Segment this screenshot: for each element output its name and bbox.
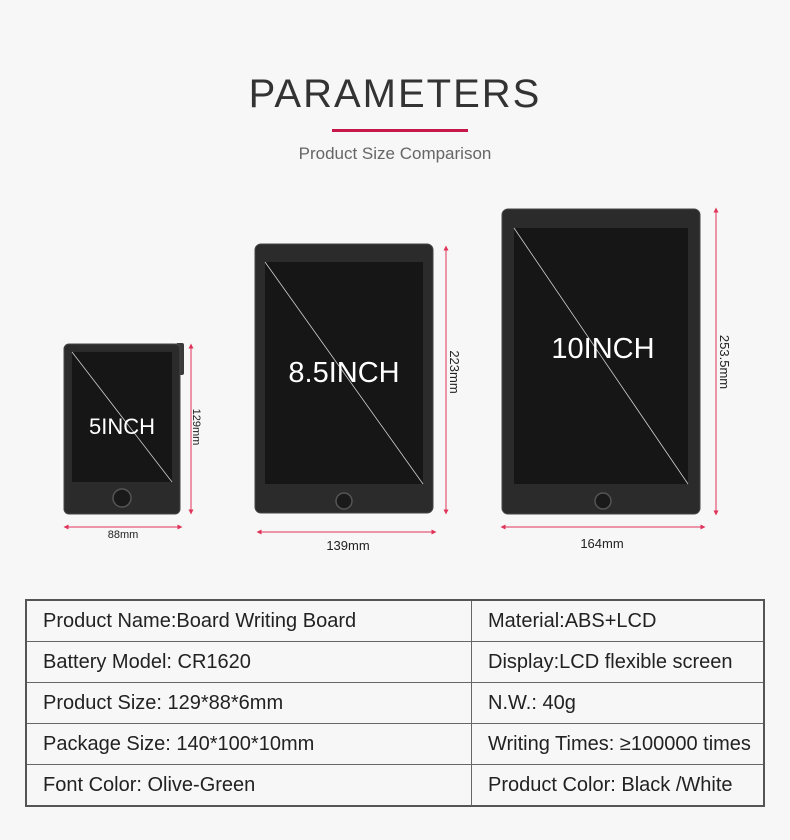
spec-cell: Display:LCD flexible screen [472, 642, 765, 683]
page-title: PARAMETERS [248, 72, 542, 116]
tablet-8-5inch [255, 244, 462, 553]
spec-cell: Writing Times: ≥100000 times [472, 724, 765, 765]
spec-cell: Product Name:Board Writing Board [26, 600, 472, 642]
spec-cell: Font Color: Olive-Green [26, 765, 472, 807]
height-label: 253.5mm [717, 334, 732, 390]
height-label: 223mm [447, 350, 462, 394]
height-label: 129mm [190, 408, 202, 446]
table-row [26, 600, 764, 642]
table-row [26, 765, 764, 807]
page-subtitle: Product Size Comparison [298, 144, 492, 163]
device-label: 8.5INCH [288, 357, 400, 389]
device-label: 5INCH [88, 414, 156, 439]
spec-cell: Product Color: Black /White [472, 765, 765, 807]
width-label: 164mm [580, 536, 624, 551]
spec-table [25, 599, 765, 807]
spec-cell: Battery Model: CR1620 [26, 642, 472, 683]
spec-cell: Package Size: 140*100*10mm [26, 724, 472, 765]
width-label: 88mm [107, 529, 139, 541]
erase-button-icon [336, 493, 352, 509]
device-label: 10INCH [551, 333, 655, 365]
table-row [26, 724, 764, 765]
table-row [26, 683, 764, 724]
erase-button-icon [113, 489, 131, 507]
width-label: 139mm [326, 538, 370, 553]
spec-cell: Material:ABS+LCD [472, 600, 765, 642]
tablet-10inch [502, 209, 732, 551]
erase-button-icon [595, 493, 611, 509]
table-row [26, 642, 764, 683]
spec-cell: N.W.: 40g [472, 683, 765, 724]
spec-cell: Product Size: 129*88*6mm [26, 683, 472, 724]
tablet-5inch [64, 343, 202, 541]
